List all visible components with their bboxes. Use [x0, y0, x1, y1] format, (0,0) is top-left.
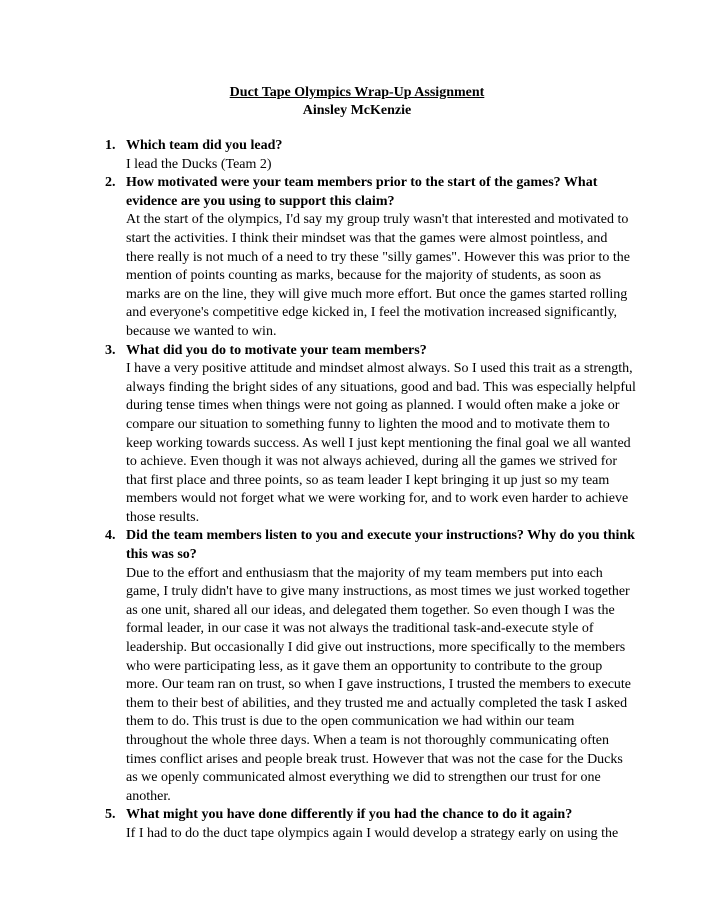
- question-number: 1.: [105, 138, 116, 153]
- document-title: Duct Tape Olympics Wrap-Up Assignment: [229, 85, 485, 100]
- question-item-1: [0, 137, 714, 174]
- answer-text: Due to the effort and enthusiasm that the majority of my team members put into each game, I truly didn't have to give many instructions, as most times we just worked together as one unit, shared all our ideas, and delegated them together. So even though I was the formal leader, in our case it was not always the traditional task-and-execute style of leadership. But occasionally I did give out instructions, more specifically to the members who were participating less, as it gave them an opportunity to contribute to the group more. Our team ran on trust, so when I gave instructions, I trusted the members to execute them to their best of abilities, and they trusted me and actually completed the task I asked them to do. This trust is due to the open communication we had within our team throughout the whole three days. When a team is not thoroughly communicating often times conflict arises and people break trust. However that was not the case for the Ducks as we openly communicated almost everything we did to strengthen our trust for one another.: [126, 565, 632, 804]
- answer-text: If I had to do the duct tape olympics again I would develop a strategy early on using the: [126, 825, 619, 841]
- question-item-2: [0, 174, 714, 341]
- question-text: Which team did you lead?: [126, 138, 283, 153]
- question-number: 5.: [105, 807, 116, 823]
- question-text: How motivated were your team members prior to the start of the games? What evidence are you using to support this claim?: [126, 175, 598, 209]
- question-text: Did the team members listen to you and execute your instructions? Why do you think this was so?: [126, 528, 635, 563]
- question-text: What did you do to motivate your team members?: [126, 342, 427, 358]
- answer-text: I have a very positive attitude and mindset almost always. So I used this trait as a strength, always finding the bright sides of any situations, good and bad. This was especially helpful during tense times when things were not going as planned. I would often make a joke or compare our situation to something funny to lighten the mood and to motivate them to keep working towards success. As well I just kept mentioning the final goal we all wanted to achieve. Even though it was not always achieved, during all the games we strived for that first place and three points, so as team leader I kept bringing it up just so my team members would not forget what we were working for, and to work even harder to achieve those results.: [126, 361, 636, 525]
- question-number: 3.: [105, 342, 116, 358]
- question-number: 2.: [105, 175, 116, 191]
- question-item-5: [0, 806, 714, 843]
- author-name: Ainsley McKenzie: [302, 103, 412, 118]
- question-item-4: [0, 527, 714, 806]
- answer-text: At the start of the olympics, I'd say my group truly wasn't that interested and motivated to start the activities. I think their mindset was that the games were almost pointless, and there really is not much of a need to try these "silly games". However this was prior to the mention of points counting as marks, because for the majority of students, as soon as marks are on the line, they will give much more effort. But once the games started rolling and everyone's competitive edge kicked in, I feel the motivation increased significantly, because we wanted to win.: [126, 212, 631, 339]
- question-text: What might you have done differently if you had the chance to do it again?: [126, 807, 573, 823]
- question-list: [0, 137, 714, 844]
- question-item-3: [0, 342, 714, 528]
- question-number: 4.: [105, 528, 116, 544]
- answer-text: I lead the Ducks (Team 2): [126, 156, 272, 172]
